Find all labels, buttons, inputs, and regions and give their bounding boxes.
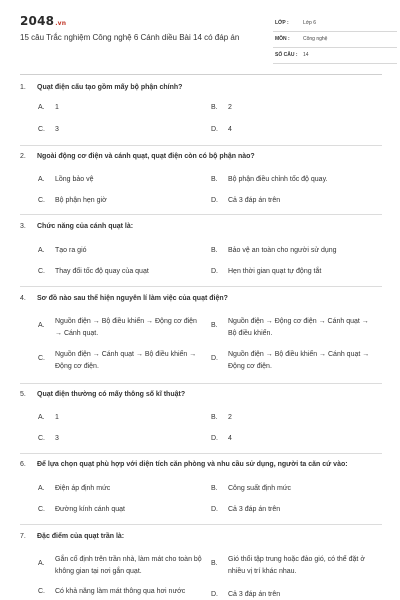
question-text: 3. Chức năng của cánh quạt là: bbox=[20, 223, 134, 230]
question-3: 3. Chức năng của cánh quạt là: A. Tạo ra gió B. Bảo vệ an toàn cho người sử dụng C. Thay đổi tốc độ quay của quạt D. Hẹn thời gian quạt tự động tắt bbox=[20, 223, 337, 275]
question-text: 5. Quạt điện thường có mấy thông số kĩ thuật? bbox=[20, 391, 186, 398]
question-4: 4. Sơ đồ nào sau thể hiện nguyên lí làm việc của quạt điện? A. Nguồn điện → Bộ điều khiển → Động cơ điện → Cánh quạt. B. Nguồn điện → Động cơ điện → Cánh quạt → Bộ điều khiển. C. Nguồn điện → Cánh quạt → Bộ điều khiển → Động cơ điện. D. Nguồn điện → Bộ điều khiển → Cánh quạt → Động cơ điện. bbox=[20, 295, 370, 370]
divider bbox=[20, 145, 382, 146]
meta-value: 14 bbox=[303, 52, 309, 58]
question-1: 1. Quạt điện cấu tạo gồm mấy bộ phận chính? A. 1 B. 2 C. 3 D. 4 bbox=[20, 84, 232, 133]
divider bbox=[20, 453, 382, 454]
question-7: 7. Đặc điểm của quạt trần là: A. Gắn cố định trên trần nhà, làm mát cho toàn bộ không gian tại nơi gắn quạt. B. Gió thổi tập trung hoặc đảo gió, có thể đặt ở nhiều vị trí khác nhau. C. Có khả năng làm mát thông qua hơi nước D. Cả 3 đáp án trên bbox=[20, 533, 365, 598]
divider bbox=[20, 214, 382, 215]
page-title: 15 câu Trắc nghiệm Công nghệ 6 Cánh diều Bài 14 có đáp án bbox=[20, 33, 240, 42]
meta-value: Lớp 6 bbox=[303, 20, 317, 26]
question-text: 7. Đặc điểm của quạt trần là: bbox=[20, 533, 125, 540]
header-divider bbox=[20, 74, 382, 75]
question-text: 2. Ngoài động cơ điện và cánh quạt, quạt điện còn có bộ phận nào? bbox=[20, 153, 255, 160]
question-6: 6. Để lựa chọn quạt phù hợp với diện tích căn phòng và nhu cầu sử dụng, người ta căn cứ vào: A. Điện áp định mức B. Công suất định mức C. Đường kính cánh quạt D. Cả 3 đáp án trên bbox=[20, 461, 348, 513]
meta-row-class bbox=[273, 16, 397, 32]
divider bbox=[20, 383, 382, 384]
meta-row-subject bbox=[273, 32, 397, 48]
meta-key: SỐ CÂU : bbox=[275, 52, 298, 58]
divider bbox=[20, 286, 382, 287]
question-text: 1. Quạt điện cấu tạo gồm mấy bộ phận chính? bbox=[20, 84, 183, 91]
question-2: 2. Ngoài động cơ điện và cánh quạt, quạt điện còn có bộ phận nào? A. Lồng bảo vệ B. Bộ phận điều chỉnh tốc độ quay. C. Bộ phận hẹn giờ D. Cả 3 đáp án trên bbox=[20, 153, 328, 204]
divider bbox=[20, 524, 382, 525]
worksheet-header bbox=[20, 14, 382, 70]
meta-key: MÔN : bbox=[275, 36, 290, 42]
meta-value: Công nghệ bbox=[303, 36, 328, 42]
question-5: 5. Quạt điện thường có mấy thông số kĩ thuật? A. 1 B. 2 C. 3 D. 4 bbox=[20, 391, 232, 442]
meta-key: LỚP : bbox=[275, 20, 289, 26]
question-text: 6. Để lựa chọn quạt phù hợp với diện tích căn phòng và nhu cầu sử dụng, người ta căn cứ vào: bbox=[20, 461, 348, 468]
question-text: 4. Sơ đồ nào sau thể hiện nguyên lí làm việc của quạt điện? bbox=[20, 295, 228, 302]
meta-row-count bbox=[273, 48, 397, 64]
site-logo[interactable]: 2048.vn bbox=[20, 14, 67, 28]
meta-panel bbox=[273, 16, 397, 64]
